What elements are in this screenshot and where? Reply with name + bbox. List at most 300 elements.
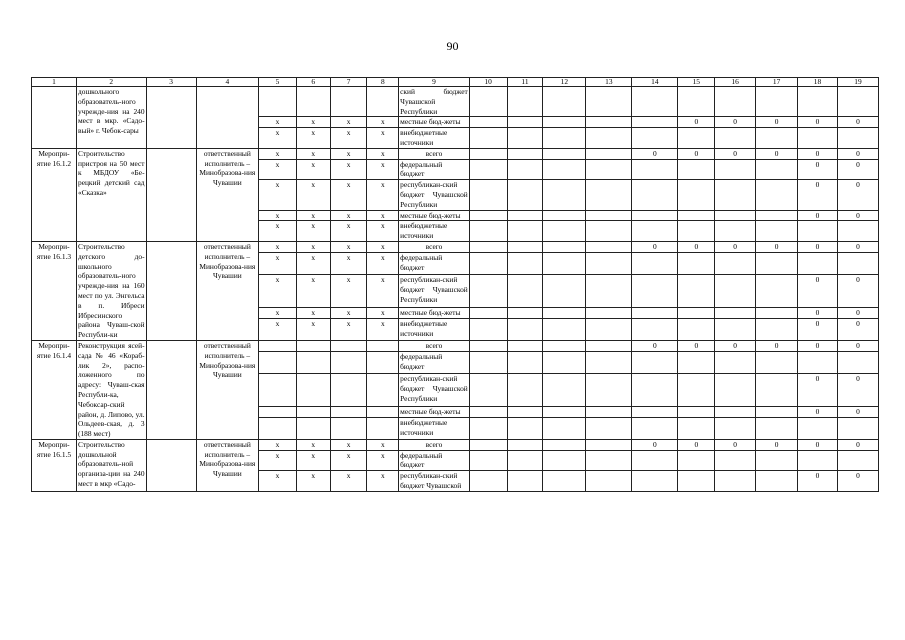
table-cell: 0 [798,340,838,351]
table-cell: 0 [798,117,838,128]
column-header: 2 [77,78,147,87]
table-cell [543,352,586,374]
table-cell [798,128,838,149]
table-cell [678,159,715,180]
table-cell [632,374,678,406]
table-cell: x [330,471,367,492]
table-cell [632,319,678,341]
table-cell: 0 [837,148,878,159]
table-cell [756,275,798,307]
table-cell [586,319,632,341]
table-cell: x [296,241,330,252]
table-cell [678,406,715,417]
table-cell: 0 [837,159,878,180]
table-cell [586,180,632,210]
table-cell: x [367,180,399,210]
table-cell [798,450,838,471]
table-cell [798,221,838,242]
table-cell [330,417,367,439]
table-cell: x [330,241,367,252]
table-cell: x [367,241,399,252]
table-cell [715,450,756,471]
table-cell [678,210,715,221]
table-cell [543,221,586,242]
table-cell [632,87,678,117]
table-cell [296,352,330,374]
table-cell [632,117,678,128]
table-cell [469,439,507,450]
table-cell [367,352,399,374]
table-cell: x [330,117,367,128]
table-cell: x [367,307,399,318]
table-cell: x [330,439,367,450]
table-cell [543,148,586,159]
table-cell [543,117,586,128]
table-cell [756,406,798,417]
table-cell [507,439,543,450]
table-cell: Строительство дошкольной образователь-ной организа-ции на 240 мест в мкр «Садо- [77,439,147,491]
table-cell [837,221,878,242]
table-cell: 0 [837,180,878,210]
column-header: 18 [798,78,838,87]
table-cell: 0 [678,241,715,252]
table-cell: республикан-ский бюджет Чувашской [399,471,470,492]
table-cell [469,319,507,341]
table-cell: местные бюд-жеты [399,117,470,128]
table-cell [259,87,297,117]
table-cell [259,340,297,351]
table-cell [586,471,632,492]
table-cell [798,352,838,374]
table-cell: x [259,128,297,149]
table-cell: x [330,450,367,471]
table-cell: 0 [798,148,838,159]
table-cell [543,374,586,406]
table-cell: 0 [798,374,838,406]
table-cell: 0 [678,148,715,159]
table-cell [196,87,258,149]
table-cell [507,148,543,159]
table-cell: 0 [715,117,756,128]
table-cell [632,417,678,439]
table-cell: 0 [837,471,878,492]
table-cell [632,159,678,180]
table-cell [469,148,507,159]
table-cell: x [296,253,330,275]
table-cell [367,87,399,117]
table-cell [632,352,678,374]
table-cell [507,319,543,341]
column-header: 15 [678,78,715,87]
table-cell [543,319,586,341]
table-cell: 0 [798,180,838,210]
table-row [32,148,879,159]
table-cell [507,471,543,492]
table-cell: Меропри-ятие 16.1.2 [32,148,77,241]
table-cell: x [367,210,399,221]
column-header: 6 [296,78,330,87]
table-cell: 0 [837,275,878,307]
table-cell [543,128,586,149]
table-body [32,87,879,492]
table-cell [715,406,756,417]
table-cell [469,221,507,242]
table-cell [756,159,798,180]
table-cell [632,471,678,492]
table-cell: Меропри-ятие 16.1.4 [32,340,77,439]
table-cell: 0 [837,319,878,341]
table-cell [678,128,715,149]
table-cell [543,406,586,417]
table-cell [632,275,678,307]
header-row [32,78,879,87]
table-cell: Реконструкция ясей-сада № 46 «Кораб-лик 2», распо-ложенного по адресу: Чуваш-ская Республи-ка, Чебоксар-ский район, д. Липово, ул. Ольдеев-ская, д. 3 (188 мест) [78,340,145,439]
table-cell [469,253,507,275]
column-header: 11 [507,78,543,87]
table-cell [586,148,632,159]
table-cell: x [367,471,399,492]
table-row [32,439,879,450]
table-cell [367,406,399,417]
column-header: 13 [586,78,632,87]
table-cell [469,307,507,318]
table-cell: x [367,275,399,307]
table-cell [756,319,798,341]
table-cell: 0 [756,241,798,252]
table-cell [543,87,586,117]
table-cell [367,374,399,406]
table-cell [146,241,196,340]
table-cell [259,352,297,374]
table-cell [586,210,632,221]
table-cell [296,406,330,417]
table-cell: 0 [632,439,678,450]
table-cell [798,417,838,439]
table-cell: 0 [798,439,838,450]
table-cell [543,450,586,471]
table-cell: x [330,275,367,307]
table-cell: федеральный бюджет [399,450,470,471]
table-cell: x [296,221,330,242]
table-cell: x [259,117,297,128]
table-cell [678,307,715,318]
table-cell: всего [399,340,470,351]
table-cell: x [296,159,330,180]
table-cell [632,450,678,471]
table-cell: x [296,439,330,450]
table-cell: ский бюджет Чувашской Республики [400,87,468,116]
table-cell [330,374,367,406]
table-cell [330,340,367,351]
table-cell [678,374,715,406]
table-cell [586,450,632,471]
table-cell: x [296,180,330,210]
column-header: 4 [196,78,258,87]
page-number: 90 [446,39,459,53]
table-cell [756,374,798,406]
table-cell [507,180,543,210]
table-cell: республикан-ский бюджет Чувашской Республики [399,374,470,406]
table-cell [837,352,878,374]
table-cell [586,221,632,242]
table-cell [632,307,678,318]
table-cell [507,417,543,439]
table-cell [469,340,507,351]
table-row [32,87,879,117]
table-cell: 0 [756,148,798,159]
table-cell [586,159,632,180]
table-cell [678,180,715,210]
table-cell [259,374,297,406]
table-cell: 0 [798,210,838,221]
table-cell [586,417,632,439]
table-cell [837,450,878,471]
table-row [32,340,879,351]
table-cell: всего [399,439,470,450]
table-cell: ответственный исполнитель – Минобразова-ния Чувашии [196,340,258,439]
table-cell [678,319,715,341]
table-cell [715,159,756,180]
table-cell [586,275,632,307]
table-cell: всего [399,241,470,252]
table-cell [632,210,678,221]
table-cell: x [367,159,399,180]
table-cell [756,87,798,117]
table-cell: x [259,241,297,252]
table-cell [715,374,756,406]
table-cell: республикан-ский бюджет Чувашской Республики [399,275,470,307]
table-cell [586,253,632,275]
table-cell: федеральный бюджет [399,352,470,374]
table-cell: x [259,275,297,307]
table-cell: 0 [715,148,756,159]
table-cell [507,221,543,242]
table-cell [507,275,543,307]
table-cell: 0 [715,241,756,252]
table-cell [469,352,507,374]
table-cell: x [259,471,297,492]
table-cell [469,159,507,180]
table-cell: ответственный исполнитель – Минобразова-ния Чувашии [196,241,258,340]
table-cell [469,128,507,149]
table-cell: x [259,319,297,341]
table-cell [296,340,330,351]
table-cell [296,374,330,406]
column-header: 3 [146,78,196,87]
table-cell [146,148,196,241]
table-cell: федеральный бюджет [399,253,470,275]
table-cell [507,128,543,149]
table-cell: x [367,148,399,159]
table-cell [543,180,586,210]
table-cell: 0 [798,275,838,307]
table-cell: 0 [798,406,838,417]
table-cell [330,87,367,117]
table-cell: x [259,159,297,180]
table-cell [798,253,838,275]
table-cell [543,159,586,180]
table-cell [837,417,878,439]
table-cell [756,221,798,242]
table-cell [715,275,756,307]
table-cell [715,180,756,210]
table-cell [715,221,756,242]
table-cell [330,352,367,374]
table-cell [586,374,632,406]
table-cell [543,307,586,318]
table-cell: x [330,148,367,159]
table-cell: 0 [798,471,838,492]
table-cell [469,471,507,492]
table-cell [469,406,507,417]
table-cell [837,128,878,149]
table-cell [756,417,798,439]
table-cell: x [330,159,367,180]
table-cell [507,406,543,417]
table-cell [507,210,543,221]
table-cell [259,406,297,417]
budget-table [31,77,879,492]
table-cell: ответственный исполнитель – Минобразова-ния Чувашии [196,439,258,491]
table-cell: x [259,307,297,318]
table-cell: республикан-ский бюджет Чувашской Республики [400,180,468,209]
table-cell: 0 [837,117,878,128]
table-cell: 0 [632,241,678,252]
table-cell [367,417,399,439]
table-cell [678,253,715,275]
table-cell [507,450,543,471]
table-cell [715,128,756,149]
table-cell: 0 [678,340,715,351]
table-cell: местные бюд-жеты [399,210,470,221]
table-cell [586,87,632,117]
table-cell [586,352,632,374]
table-cell: 0 [837,406,878,417]
table-cell: 0 [798,319,838,341]
table-cell: x [296,471,330,492]
table-cell: ответственный исполнитель – Минобразова-ния Чувашии [196,148,258,241]
table-cell: 0 [837,210,878,221]
table-cell: 0 [798,307,838,318]
table-cell [798,87,838,117]
table-cell: 0 [715,439,756,450]
table-cell [507,374,543,406]
column-header: 5 [259,78,297,87]
table-cell [632,180,678,210]
table-cell: дошкольного образователь-ного учрежде-ния на 240 мест в мкр. «Садо-вый» г. Чебок-сары [77,87,147,149]
table-cell: Меропри-ятие 16.1.3 [32,241,77,340]
table-cell [543,253,586,275]
table-cell [32,87,77,149]
table-cell [469,180,507,210]
table-cell: x [259,439,297,450]
table-cell [146,439,196,491]
table-cell: внебюджетные источники [399,319,470,341]
table-cell: x [259,148,297,159]
table-cell: x [259,180,297,210]
table-cell [678,471,715,492]
table-cell [507,253,543,275]
table-cell: x [259,210,297,221]
table-cell [507,159,543,180]
table-row [32,241,879,252]
table-cell: x [367,319,399,341]
table-cell [632,221,678,242]
table-cell: 0 [678,439,715,450]
table-cell: x [259,253,297,275]
table-cell: 0 [837,307,878,318]
table-cell [586,406,632,417]
table-cell [715,417,756,439]
table-cell: x [330,210,367,221]
table-cell [146,340,196,439]
table-cell [678,450,715,471]
table-cell: внебюджетные источники [399,417,470,439]
table-cell [586,307,632,318]
column-header: 19 [837,78,878,87]
table-cell: 0 [756,340,798,351]
table-cell: x [330,253,367,275]
table-cell [543,471,586,492]
column-header: 7 [330,78,367,87]
table-cell [543,340,586,351]
table-cell: x [330,221,367,242]
table-cell [756,128,798,149]
table-cell [632,253,678,275]
table-cell [756,450,798,471]
table-cell [543,417,586,439]
table-cell [715,319,756,341]
table-cell [678,352,715,374]
table-cell [543,210,586,221]
table-cell [756,253,798,275]
table-cell [837,87,878,117]
table-cell [543,241,586,252]
table-cell [586,241,632,252]
table-cell: 0 [632,148,678,159]
table-cell [715,210,756,221]
table-cell [296,417,330,439]
table-cell: x [296,117,330,128]
table-cell [469,117,507,128]
table-cell [715,471,756,492]
table-cell [756,180,798,210]
table-cell: внебюджетные источники [399,128,470,149]
table-cell: 0 [837,241,878,252]
table-cell: всего [399,148,470,159]
table-cell: x [330,180,367,210]
table-cell: Строительство пристроя на 50 мест к МБДОУ «Бе-рецкий детский сад «Сказка» [77,148,147,241]
column-header: 16 [715,78,756,87]
table-cell [469,210,507,221]
table-cell [146,87,196,149]
table-cell [715,87,756,117]
table-cell [678,87,715,117]
table-cell: Строительство детского до-школьного образователь-ного учрежде-ния на 160 мест по ул. Энгельса в п. Ибреси Ибресинского района Чуваш-ской Республи-ки [78,241,145,340]
column-header: 14 [632,78,678,87]
table-cell: x [296,275,330,307]
table-cell: 0 [632,340,678,351]
column-header: 9 [399,78,470,87]
table-cell: x [296,128,330,149]
table-cell [632,406,678,417]
table-cell: x [296,450,330,471]
table-cell [678,417,715,439]
column-header: 1 [32,78,77,87]
table-cell [715,352,756,374]
table-cell [469,374,507,406]
table-cell: x [296,210,330,221]
